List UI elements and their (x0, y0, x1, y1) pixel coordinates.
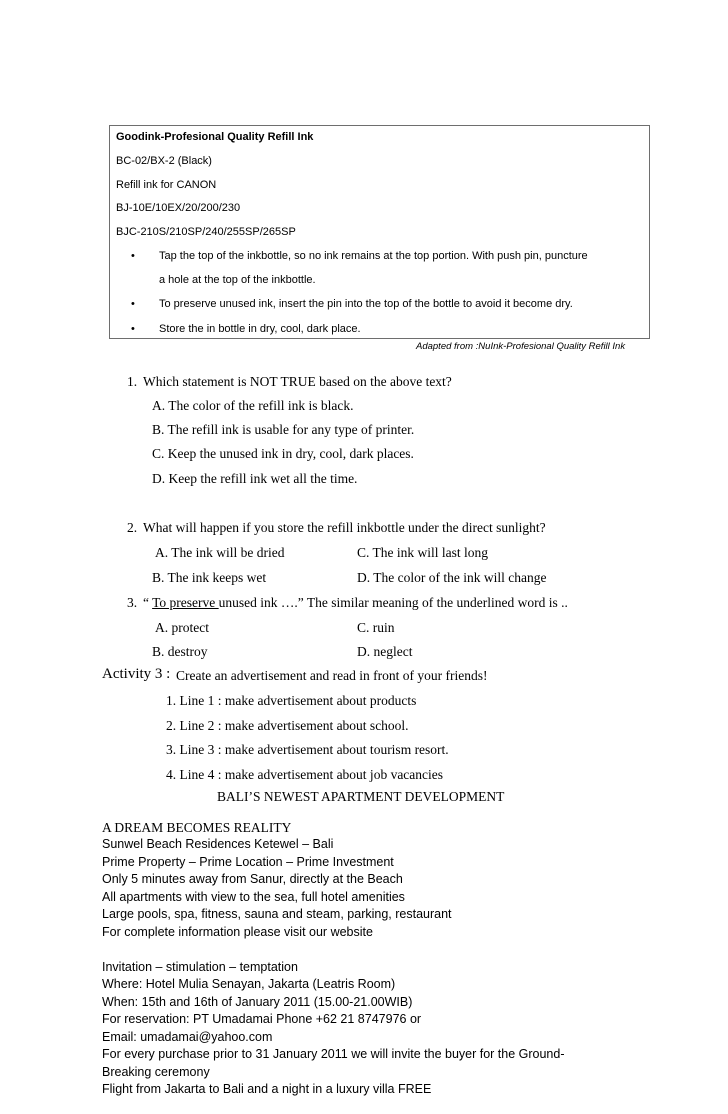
bullet-text: To preserve unused ink, insert the pin into the top of the bottle to avoid it become dry. (159, 298, 573, 310)
advertisement-line: Only 5 minutes away from Sanur, directly at the Beach (102, 872, 403, 886)
activity-instruction: Create an advertisement and read in front of your friends! (176, 668, 488, 683)
activity-item-2: 2. Line 2 : make advertisement about school. (166, 718, 409, 733)
bullet-icon: • (131, 298, 135, 310)
activity-item-4: 4. Line 4 : make advertisement about job vacancies (166, 767, 444, 782)
ink-box-line: BJ-10E/10EX/20/200/230 (116, 202, 241, 214)
bullet-text: Store the in bottle in dry, cool, dark place. (159, 323, 361, 335)
advertisement-tagline: A DREAM BECOMES REALITY (102, 820, 292, 835)
advertisement-line: Invitation – stimulation – temptation (102, 960, 298, 974)
bullet-text: Tap the top of the inkbottle, so no ink remains at the top portion. With push pin, puncture (159, 250, 588, 262)
bullet-text: a hole at the top of the inkbottle. (159, 274, 316, 286)
activity-item-1: 1. Line 1 : make advertisement about products (166, 693, 417, 708)
question-2-number: 2. (127, 520, 138, 535)
question-2-option-d: D. The color of the ink will change (357, 570, 547, 585)
question-2-option-a: A. The ink will be dried (155, 545, 285, 560)
question-3-option-d: D. neglect (357, 644, 413, 659)
question-2-text: What will happen if you store the refill inkbottle under the direct sunlight? (143, 520, 546, 535)
bullet-icon: • (131, 250, 135, 262)
ink-box-line: BC-02/BX-2 (Black) (116, 155, 212, 167)
advertisement-line: Sunwel Beach Residences Ketewel – Bali (102, 837, 334, 851)
ink-box-line: Refill ink for CANON (116, 179, 217, 191)
question-1-option-b: B. The refill ink is usable for any type of printer. (152, 422, 415, 437)
advertisement-line: Email: umadamai@yahoo.com (102, 1030, 273, 1044)
advertisement-line: Breaking ceremony (102, 1065, 210, 1079)
question-3-text-pre: “ (143, 595, 153, 610)
question-1-text: Which statement is NOT TRUE based on the above text? (143, 374, 452, 389)
activity-label: Activity 3 : (102, 666, 171, 682)
advertisement-line: When: 15th and 16th of January 2011 (15.00-21.00WIB) (102, 995, 413, 1009)
advertisement-line: Prime Property – Prime Location – Prime Investment (102, 855, 394, 869)
activity-item-3: 3. Line 3 : make advertisement about tourism resort. (166, 742, 449, 757)
question-3-underlined-word: To preserve (152, 595, 219, 610)
ink-box-title: Goodink-Profesional Quality Refill Ink (116, 131, 314, 143)
bullet-icon: • (131, 323, 135, 335)
question-1-option-c: C. Keep the unused ink in dry, cool, dark places. (152, 446, 414, 461)
advertisement-line: Flight from Jakarta to Bali and a night in a luxury villa FREE (102, 1082, 432, 1096)
advertisement-line: For every purchase prior to 31 January 2011 we will invite the buyer for the Ground- (102, 1047, 565, 1061)
question-3-text (143, 595, 568, 611)
advertisement-line: All apartments with view to the sea, full hotel amenities (102, 890, 405, 904)
question-1-option-a: A. The color of the refill ink is black. (152, 398, 354, 413)
question-3-option-c: C. ruin (357, 620, 395, 635)
question-2-option-b: B. The ink keeps wet (152, 570, 267, 585)
question-1-number: 1. (127, 374, 138, 389)
source-citation: Adapted from :NuInk-Profesional Quality Refill Ink (416, 341, 626, 352)
advertisement-line: For reservation: PT Umadamai Phone +62 21 8747976 or (102, 1012, 422, 1026)
question-3-option-a: A. protect (155, 620, 209, 635)
question-1-option-d: D. Keep the refill ink wet all the time. (152, 471, 358, 486)
question-3-number: 3. (127, 595, 138, 610)
question-2-option-c: C. The ink will last long (357, 545, 488, 560)
question-3-text-post: unused ink ….” The similar meaning of the underlined word is .. (218, 595, 568, 610)
advertisement-line: Where: Hotel Mulia Senayan, Jakarta (Leatris Room) (102, 977, 396, 991)
advertisement-heading: BALI’S NEWEST APARTMENT DEVELOPMENT (217, 789, 505, 804)
question-3-option-b: B. destroy (152, 644, 208, 659)
ink-box-line: BJC-210S/210SP/240/255SP/265SP (116, 226, 296, 238)
advertisement-line: Large pools, spa, fitness, sauna and steam, parking, restaurant (102, 907, 452, 921)
advertisement-line: For complete information please visit our website (102, 925, 373, 939)
